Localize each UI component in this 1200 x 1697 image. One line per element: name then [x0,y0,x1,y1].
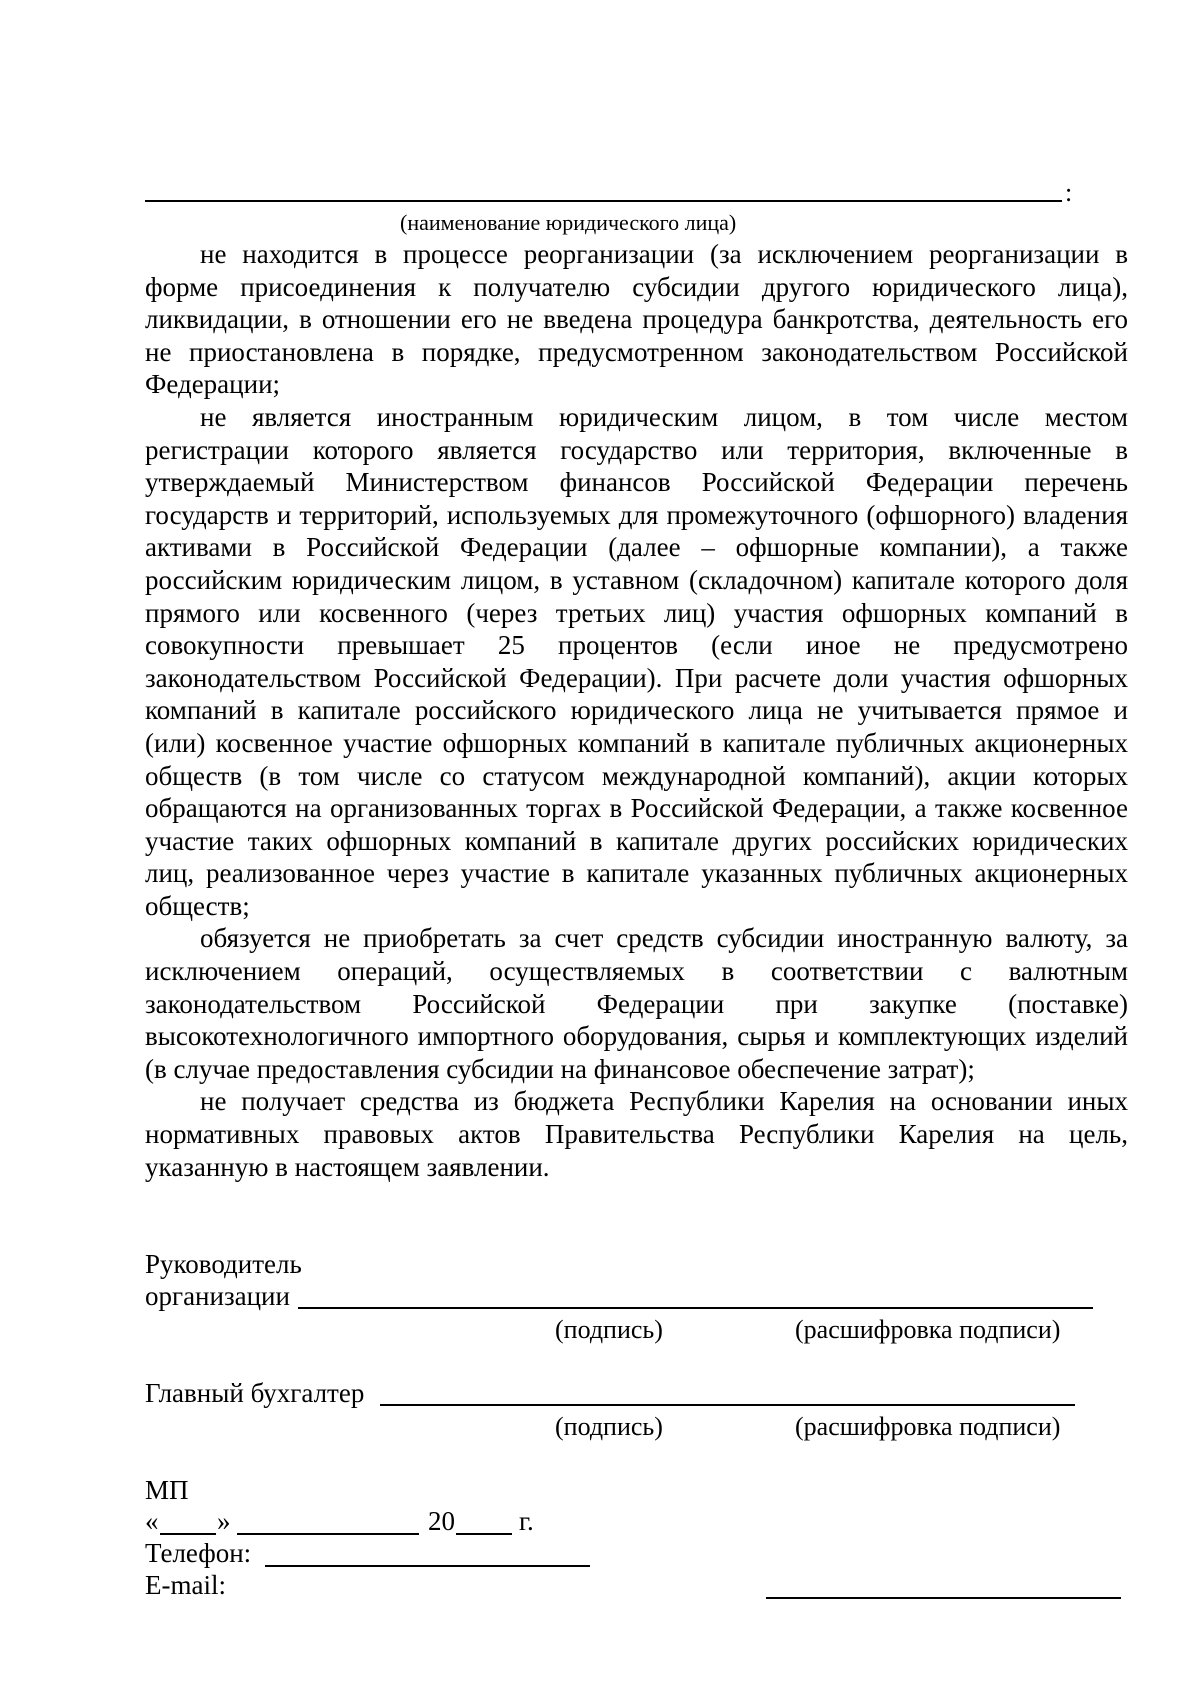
date-year-suffix: г. [519,1506,534,1536]
head-signature-line [298,1307,1093,1309]
phone-line [265,1565,590,1567]
header-colon: : [1065,178,1073,207]
accountant-signature-line [380,1404,1075,1406]
paragraph-offshore: не является иностранным юридическим лицом, в том числе местом регистрации которого является государство или территория, включенные в утверждаемый Министерством финансов Российской Федерации перечень государств и территорий, используемых для промежуточного (офшорного) владения активами в Российской Федерации (далее – офшорные компании), а также российским юридическим лицом, в уставном (складочном) капитале которого доля прямого или косвенного (через третьих лиц) участия офшорных компаний в совокупности превышает 25 процентов (если иное не предусмотрено законодательством Российской Федерации). При расчете доли участия офшорных компаний в капитале российского юридического лица не учитывается прямое и (или) косвенное участие офшорных компаний в капитале публичных акционерных обществ (в том числе со статусом международной компаний), акции которых обращаются на организованных торгах в Российской Федерации, а также косвенное участие таких офшорных компаний в капитале других российских юридических лиц, реализованное через участие в капитале указанных публичных акционерных обществ; [145,401,1128,921]
phone-label: Телефон: [145,1538,252,1568]
organization-name-caption: (наименование юридического лица) [400,210,737,235]
email-label: E-mail: [145,1570,226,1600]
date-quote-open: « [145,1506,159,1536]
head-signature-caption: (подпись) [555,1315,663,1344]
stamp-label: МП [145,1475,189,1505]
declaration-body [145,238,1128,1183]
head-label-line2: организации [145,1281,290,1311]
accountant-decoding-caption: (расшифровка подписи) [795,1412,1061,1441]
email-line [766,1597,1121,1599]
paragraph-budget: не получает средства из бюджета Республики Карелия на основании иных нормативных правовых актов Правительства Республики Карелия на цель, указанную в настоящем заявлении. [145,1086,1128,1182]
accountant-label: Главный бухгалтер [145,1378,365,1408]
accountant-signature-caption: (подпись) [555,1412,663,1441]
paragraph-reorganization: не находится в процессе реорганизации (за исключением реорганизации в форме присоединения к получателю субсидии другого юридического лица), ликвидации, в отношении его не введена процедура банкротства, деятельность его не приостановлена в порядке, предусмотренном законодательством Российской Федерации; [145,239,1128,400]
date-quote-close: » [217,1506,231,1536]
head-decoding-caption: (расшифровка подписи) [795,1315,1061,1344]
head-label-line1: Руководитель [145,1249,302,1279]
paragraph-currency: обязуется не приобретать за счет средств субсидии иностранную валюту, за исключением операций, осуществляемых в соответствии с валютным законодательством Российской Федерации при закупке (поставке) высокотехнологичного импортного оборудования, сырья и комплектующих изделий (в случае предоставления субсидии на финансовое обеспечение затрат); [145,923,1128,1084]
date-year-line [456,1533,512,1535]
date-month-line [237,1533,419,1535]
organization-name-line [145,200,1062,202]
date-day-line [160,1533,216,1535]
date-year-prefix: 20 [428,1506,455,1536]
